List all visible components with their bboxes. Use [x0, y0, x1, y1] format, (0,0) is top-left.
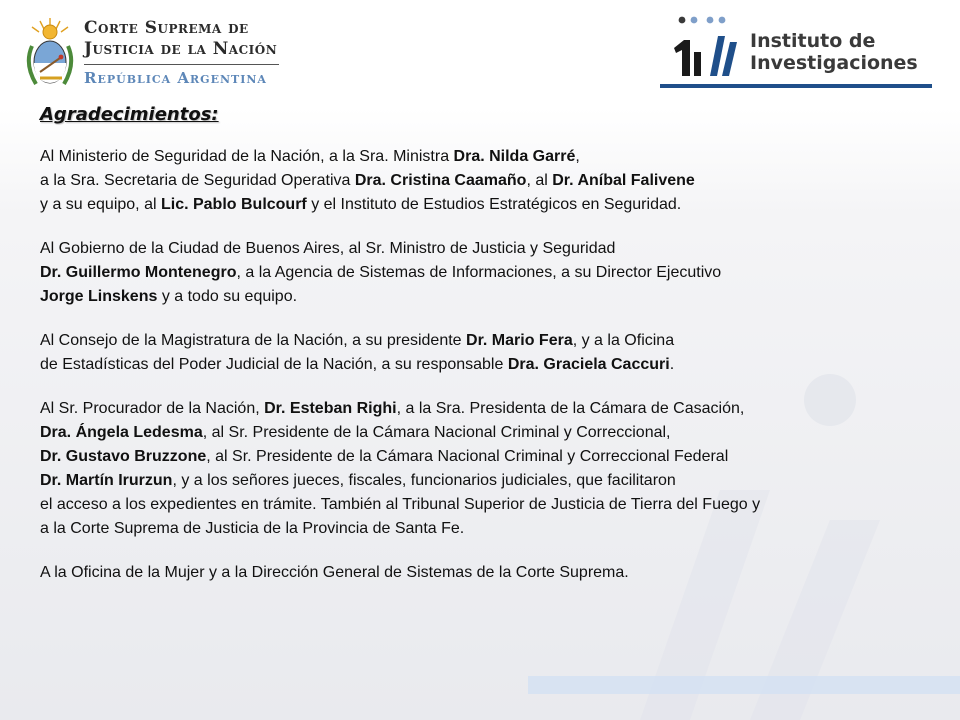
name-highlight: Dr. Gustavo Bruzzone: [40, 448, 207, 465]
paragraph-line: [40, 261, 920, 285]
court-name: [84, 18, 294, 87]
acknowledgements-content: [40, 104, 920, 605]
text-segment: , a la Sra. Presidenta de la Cámara de Casación,: [396, 400, 745, 417]
text-segment: a la Sra. Secretaria de Seguridad Operativa: [40, 172, 355, 189]
paragraph-line: [40, 445, 920, 469]
name-highlight: Dr. Esteban Righi: [264, 400, 397, 417]
institute-logo: [660, 12, 938, 88]
name-highlight: Dra. Graciela Caccuri: [507, 356, 670, 373]
text-segment: a la Corte Suprema de Justicia de la Provincia de Santa Fe.: [40, 520, 465, 537]
name-highlight: Lic. Pablo Bulcourf: [160, 196, 307, 213]
text-segment: Al Consejo de la Magistratura de la Nación, a su presidente: [40, 332, 467, 349]
paragraph-line: [40, 561, 920, 585]
institute-name-line-1: Instituto de: [750, 30, 876, 52]
paragraph-line: [40, 237, 920, 261]
court-name-line-2: Justicia de la Nación: [84, 39, 278, 59]
text-segment: Al Ministerio de Seguridad de la Nación, a la Sra. Ministra: [40, 148, 454, 165]
name-highlight: Dra. Ángela Ledesma: [40, 424, 203, 441]
institute-name: [750, 30, 918, 74]
name-highlight: Dra. Cristina Caamaño: [354, 172, 527, 189]
name-highlight: Dr. Martín Irurzun: [40, 472, 173, 489]
text-segment: , a la Agencia de Sistemas de Informaciones, a su Director Ejecutivo: [236, 264, 722, 281]
text-segment: de Estadísticas del Poder Judicial de la Nación, a su responsable: [40, 356, 508, 373]
name-highlight: Dr. Guillermo Montenegro: [40, 264, 237, 281]
text-segment: A la Oficina de la Mujer y a la Dirección General de Sistemas de la Corte Suprema.: [40, 564, 629, 581]
paragraph-line: [40, 469, 920, 493]
text-segment: y a todo su equipo.: [157, 288, 298, 305]
paragraph-line: [40, 353, 920, 377]
text-segment: , y a los señores jueces, fiscales, funcionarios judiciales, que facilitaron: [172, 472, 676, 489]
text-segment: , al Sr. Presidente de la Cámara Nacional Criminal y Correccional,: [202, 424, 671, 441]
court-divider: [84, 64, 279, 65]
paragraph-line: [40, 193, 920, 217]
name-highlight: Jorge Linskens: [40, 288, 158, 305]
paragraph-line: [40, 517, 920, 541]
text-segment: , al Sr. Presidente de la Cámara Nacional Criminal y Correccional Federal: [206, 448, 729, 465]
text-segment: , al: [526, 172, 553, 189]
name-highlight: Dr. Mario Fera: [466, 332, 573, 349]
coat-of-arms-icon: [22, 16, 78, 92]
text-segment: Al Gobierno de la Ciudad de Buenos Aires, al Sr. Ministro de Justicia y Seguridad: [40, 240, 616, 257]
ii-institute-logo-icon: [660, 12, 744, 84]
name-highlight: Dra. Nilda Garré: [453, 148, 576, 165]
court-country: República Argentina: [84, 69, 267, 87]
paragraph-line: [40, 145, 920, 169]
acknowledgements-heading: Agradecimientos:: [40, 104, 219, 125]
name-highlight: Dr. Aníbal Falivene: [552, 172, 695, 189]
acknowledgements-paragraphs: [40, 145, 920, 585]
institute-name-line-2: Investigaciones: [750, 52, 918, 74]
text-segment: Al Sr. Procurador de la Nación,: [40, 400, 265, 417]
paragraph-5: [40, 561, 920, 585]
text-segment: el acceso a los expedientes en trámite. También al Tribunal Superior de Justicia de Tierra del Fuego y: [40, 496, 761, 513]
paragraph-line: [40, 169, 920, 193]
paragraph-line: [40, 421, 920, 445]
paragraph-2: [40, 237, 920, 309]
court-name-line-1: Corte Suprema de: [84, 18, 249, 38]
paragraph-line: [40, 285, 920, 309]
paragraph-1: [40, 145, 920, 217]
text-segment: , y a la Oficina: [572, 332, 675, 349]
text-segment: y el Instituto de Estudios Estratégicos en Seguridad.: [306, 196, 682, 213]
paragraph-3: [40, 329, 920, 377]
paragraph-line: [40, 493, 920, 517]
text-segment: y a su equipo, al: [40, 196, 161, 213]
court-logo: [22, 12, 292, 96]
paragraph-line: [40, 329, 920, 353]
text-segment: .: [669, 356, 675, 373]
text-segment: ,: [575, 148, 580, 165]
bottom-band: [528, 676, 960, 694]
institute-underline: [660, 84, 932, 88]
paragraph-line: [40, 397, 920, 421]
page-header: [0, 0, 960, 106]
paragraph-4: [40, 397, 920, 541]
